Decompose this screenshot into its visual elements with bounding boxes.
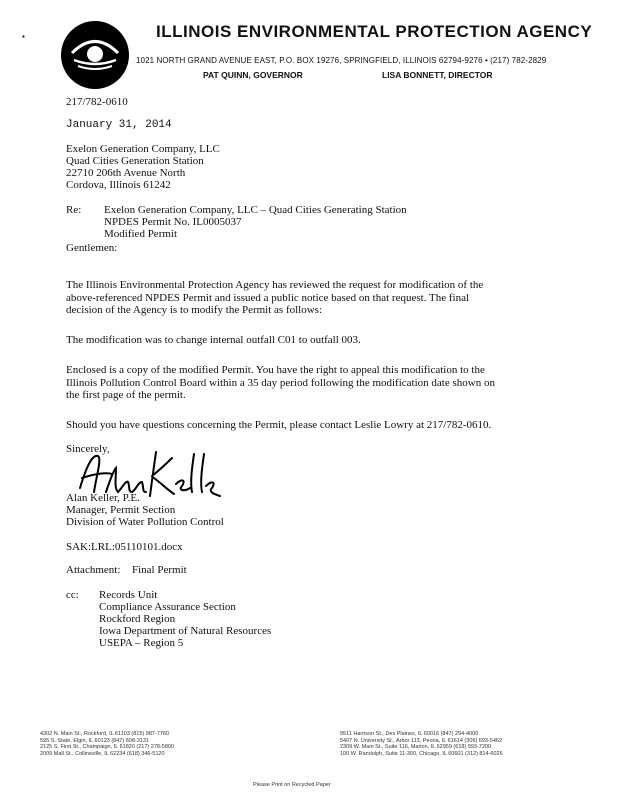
salutation: Gentlemen: — [66, 242, 118, 254]
footer-office: 9511 Harrison St., Des Plaines, IL 60016 (847) 294-4000 — [340, 731, 479, 737]
footer-offices-right — [340, 731, 503, 757]
cc-label: cc: — [66, 589, 79, 601]
re-line: Exelon Generation Company, LLC – Quad Cities Generating Station — [104, 204, 407, 216]
footer-office: 2309 W. Main St., Suite 116, Marion, IL 62959 (618) 993-7200 — [340, 744, 492, 750]
attachment-label: Attachment: — [66, 564, 121, 576]
recipient-line: Cordova, Illinois 61242 — [66, 179, 171, 191]
closing: Sincerely, — [66, 443, 110, 455]
body-paragraph — [66, 419, 546, 432]
iepa-logo-icon — [60, 20, 130, 90]
cc-item: Rockford Region — [99, 613, 176, 625]
letter-date: January 31, 2014 — [66, 119, 172, 131]
recipient-line: Quad Cities Generation Station — [66, 155, 204, 167]
re-label: Re: — [66, 204, 82, 216]
footer-offices-left — [40, 731, 174, 757]
paragraph-line: above-referenced NPDES Permit and issued a public notice based on that request. The final — [66, 291, 470, 304]
signer-block — [66, 492, 224, 528]
director-name: LISA BONNETT, DIRECTOR — [382, 70, 493, 80]
footer-office: 2009 Mall St., Collinsville, IL 62234 (618) 346-5120 — [40, 750, 165, 757]
cc-list — [99, 589, 271, 649]
body-paragraph — [66, 279, 546, 317]
body-paragraph — [66, 334, 546, 347]
recipient-line: Exelon Generation Company, LLC — [66, 143, 220, 155]
attachment-value: Final Permit — [132, 564, 187, 576]
signer-title: Manager, Permit Section — [66, 504, 176, 516]
body-paragraph — [66, 364, 546, 402]
cc-item: Iowa Department of Natural Resources — [99, 625, 272, 637]
paragraph-line: decision of the Agency is to modify the Permit as follows: — [66, 304, 323, 316]
re-block — [104, 204, 407, 240]
footer-office: 4302 N. Main St., Rockford, IL 61103 (815) 987-7760 — [40, 731, 170, 737]
document-reference: SAK:LRL:05110101.docx — [66, 541, 183, 553]
agency-name: ILLINOIS ENVIRONMENTAL PROTECTION AGENCY — [156, 22, 593, 41]
signer-name: Alan Keller, P.E. — [66, 492, 140, 504]
paragraph-line: The modification was to change internal outfall C01 to outfall 003. — [66, 334, 361, 346]
footer-office: 2125 S. First St., Champaign, IL 61820 (217) 278-5800 — [40, 744, 175, 750]
recipient-line: 22710 206th Avenue North — [66, 167, 186, 179]
paragraph-line: The Illinois Environmental Protection Agency has reviewed the request for modification of the — [66, 279, 484, 291]
cc-item: Records Unit — [99, 589, 158, 601]
paragraph-line: Enclosed is a copy of the modified Permit. You have the right to appeal this modification to the — [66, 364, 485, 376]
paragraph-line: the first page of the permit. — [66, 389, 186, 401]
recycled-paper-note: Please Print on Recycled Paper — [253, 782, 331, 788]
re-line: Modified Permit — [104, 228, 178, 240]
agency-address: 1021 NORTH GRAND AVENUE EAST, P.O. BOX 19276, SPRINGFIELD, ILLINOIS 62794-9276 • (217) 782-2829 — [136, 56, 547, 65]
paragraph-line: Illinois Pollution Control Board within a 35 day period following the modification date shown on — [66, 376, 495, 389]
stray-mark: ▪ — [22, 32, 25, 41]
footer-office: 5407 N. University St., Arbor 113, Peoria, IL 61614 (309) 693-5462 — [340, 737, 503, 744]
governor-name: PAT QUINN, GOVERNOR — [203, 70, 303, 80]
paragraph-line: Should you have questions concerning the Permit, please contact Leslie Lowry at 217/782-0610. — [66, 419, 492, 431]
cc-item: Compliance Assurance Section — [99, 601, 236, 613]
footer-office: 100 W. Randolph, Suite 11-300, Chicago, IL 60601 (312) 814-6026 — [340, 750, 503, 757]
recipient-address — [66, 143, 220, 191]
signer-division: Division of Water Pollution Control — [66, 516, 224, 528]
footer-office: 595 S. State, Elgin, IL 60123 (847) 608-3131 — [40, 737, 149, 744]
phone-reference: 217/782-0610 — [66, 96, 128, 108]
re-line: NPDES Permit No. IL0005037 — [104, 216, 242, 228]
cc-item: USEPA – Region 5 — [99, 637, 184, 649]
